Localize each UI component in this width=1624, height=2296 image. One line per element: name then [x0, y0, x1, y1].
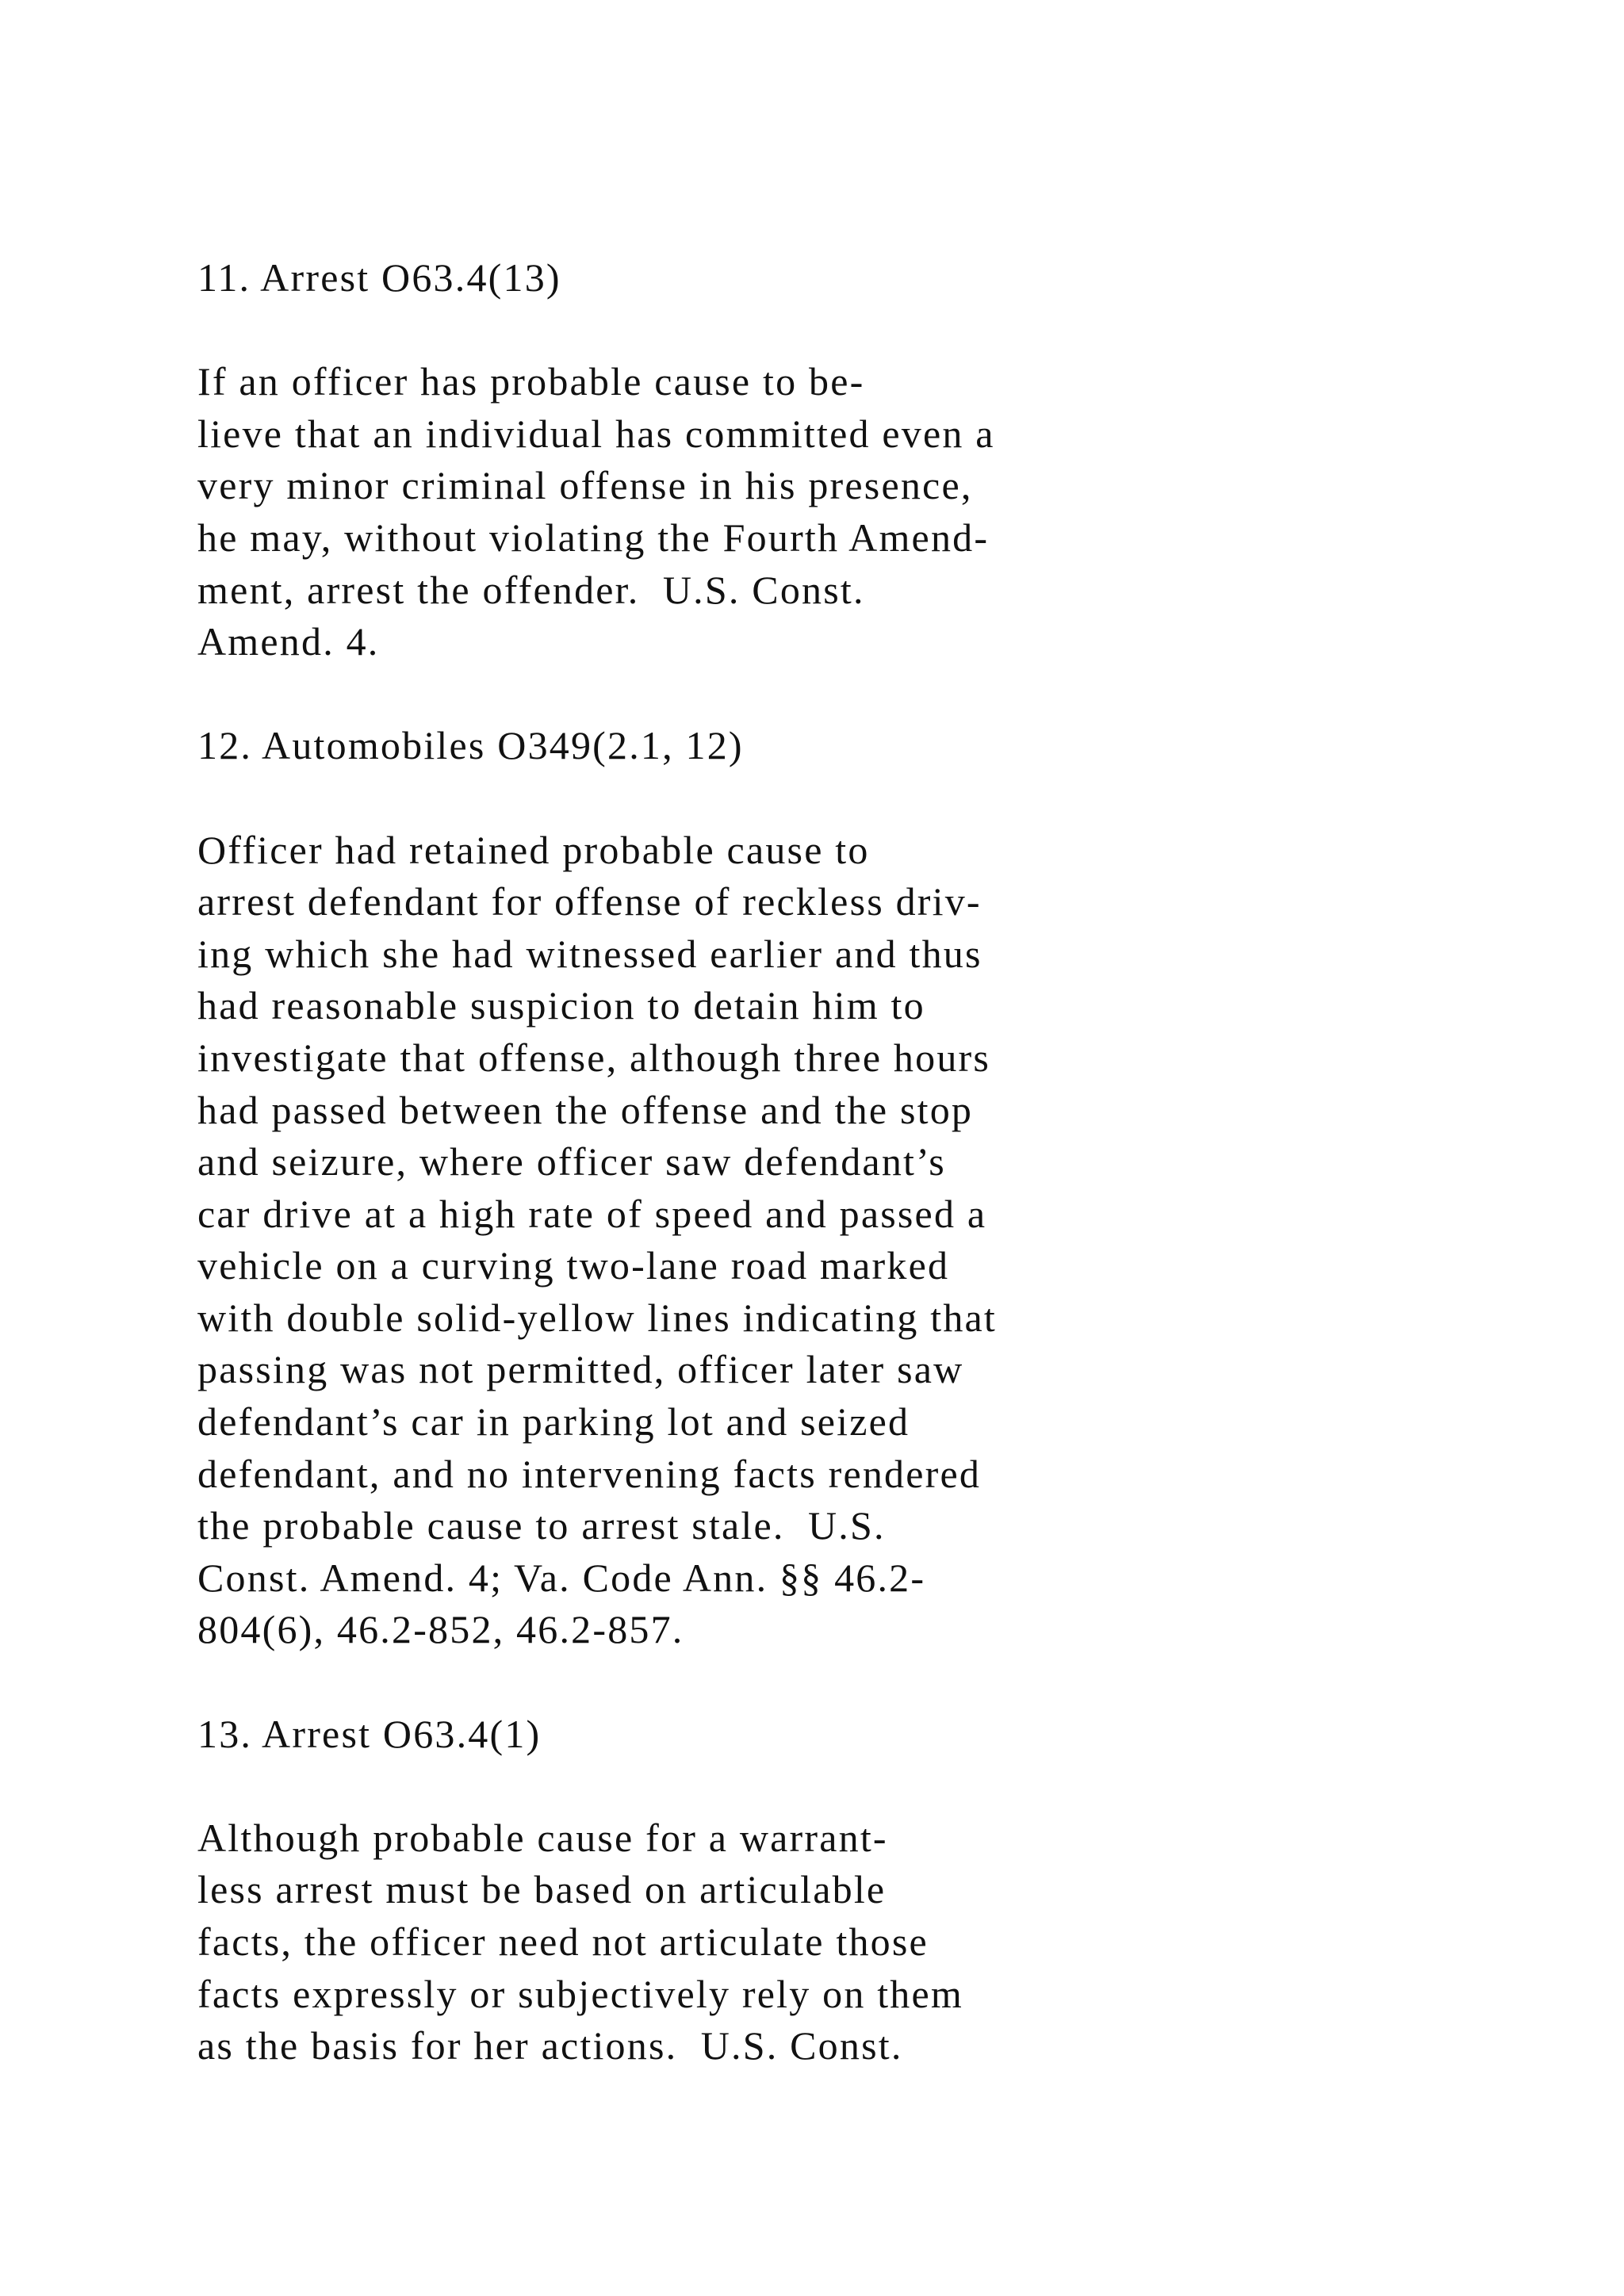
headnote-line: vehicle on a curving two-lane road marked — [197, 1243, 950, 1288]
headnote-line: had reasonable suspicion to detain him to — [197, 983, 925, 1028]
headnote-line: car drive at a high rate of speed and passed a — [197, 1191, 987, 1236]
headnote-line: If an officer has probable cause to be- — [197, 359, 865, 404]
headnote-line: with double solid-yellow lines indicating that — [197, 1295, 998, 1340]
headnote-line: defendant’s car in parking lot and seized — [197, 1399, 910, 1445]
headnotes-text — [197, 252, 1228, 2072]
headnote-line: had passed between the offense and the stop — [197, 1087, 974, 1132]
headnote-line: Although probable cause for a warrant- — [197, 1815, 888, 1860]
headnote-line: Amend. 4. — [197, 619, 380, 664]
headnote-line: defendant, and no intervening facts rendered — [197, 1451, 982, 1496]
headnote-section-11 — [197, 252, 1228, 668]
headnote-line: ment, arrest the offender. U.S. Const. — [197, 567, 865, 612]
headnote-heading: 12. Automobiles O349(2.1, 12) — [197, 723, 744, 768]
spacer — [197, 1760, 1228, 1812]
headnote-section-12 — [197, 720, 1228, 1656]
headnote-line: facts, the officer need not articulate those — [197, 1919, 929, 1964]
spacer — [197, 304, 1228, 357]
headnote-line: ing which she had witnessed earlier and thus — [197, 931, 982, 976]
headnote-line: lieve that an individual has committed even a — [197, 411, 995, 456]
headnote-line: 804(6), 46.2-852, 46.2-857. — [197, 1607, 684, 1652]
spacer — [197, 1656, 1228, 1709]
headnote-line: very minor criminal offense in his presence, — [197, 463, 973, 508]
headnote-line: and seizure, where officer saw defendant’s — [197, 1139, 946, 1184]
headnote-line: as the basis for her actions. U.S. Const. — [197, 2023, 903, 2068]
headnote-heading: 11. Arrest O63.4(13) — [197, 255, 561, 300]
headnote-heading: 13. Arrest O63.4(1) — [197, 1711, 542, 1756]
headnote-line: arrest defendant for offense of reckless driv- — [197, 879, 982, 924]
headnote-line: passing was not permitted, officer later saw — [197, 1347, 964, 1392]
spacer — [197, 668, 1228, 721]
headnote-section-13 — [197, 1709, 1228, 2072]
headnote-line: investigate that offense, although three hours — [197, 1035, 991, 1080]
headnote-line: he may, without violating the Fourth Amend- — [197, 515, 990, 560]
spacer — [197, 772, 1228, 825]
headnote-line: less arrest must be based on articulable — [197, 1867, 887, 1912]
headnote-line: Const. Amend. 4; Va. Code Ann. §§ 46.2- — [197, 1555, 926, 1600]
headnote-line: facts expressly or subjectively rely on them — [197, 1971, 963, 2016]
headnote-line: Officer had retained probable cause to — [197, 827, 870, 872]
headnote-line: the probable cause to arrest stale. U.S. — [197, 1503, 886, 1548]
